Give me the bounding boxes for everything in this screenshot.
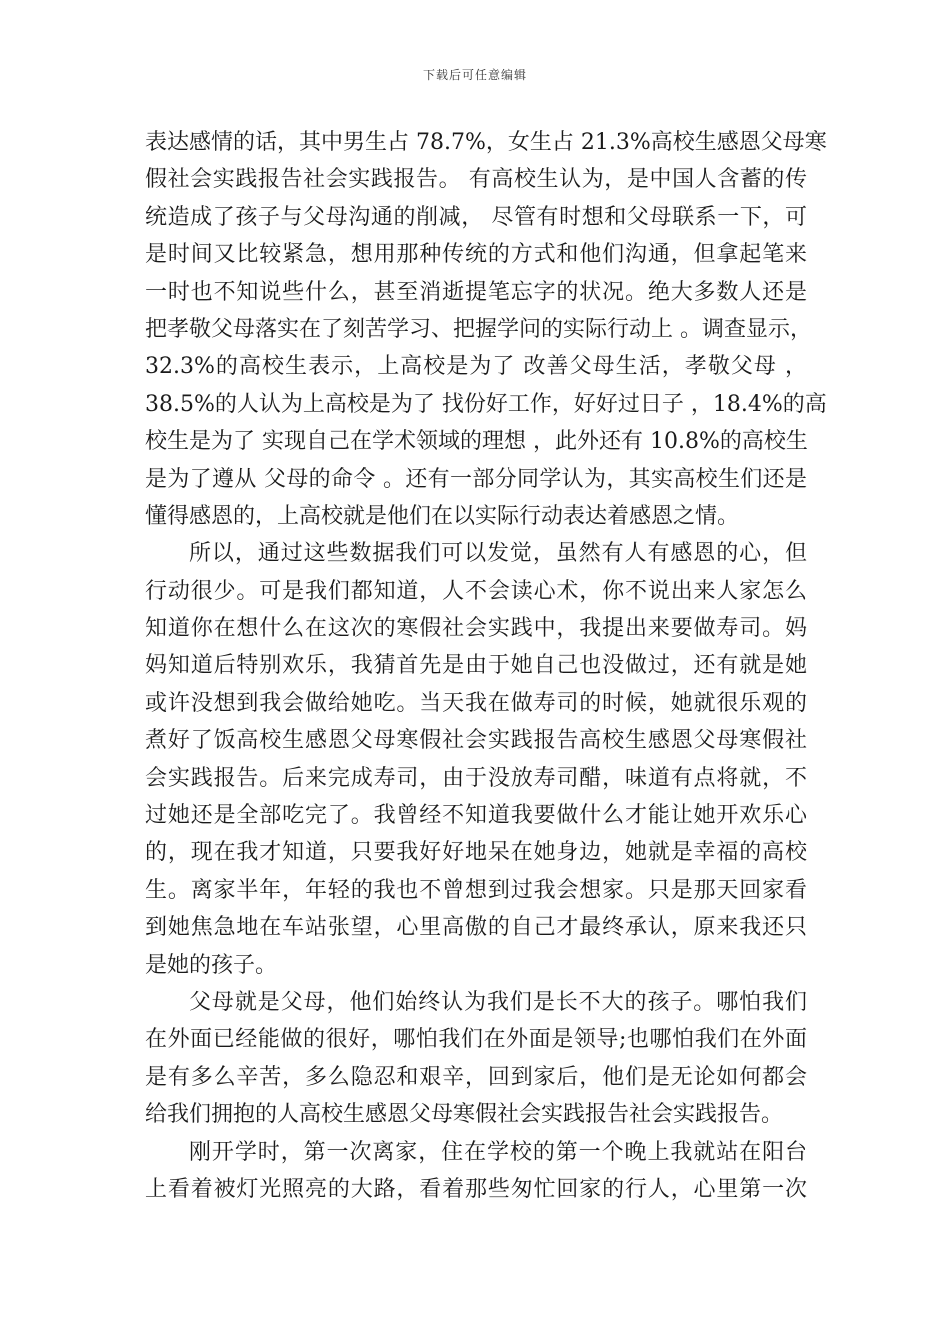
text-line: 是有多么辛苦，多么隐忍和艰辛，回到家后，他们是无论如何都会 — [145, 1064, 807, 1090]
text-line: 生。离家半年，年轻的我也不曾想到过我会想家。只是那天回家看 — [145, 877, 807, 903]
text-line: 38.5%的人认为上高校是为了 找份好工作，好好过日子 ，18.4%的高 — [145, 391, 827, 417]
text-line: 校生是为了 实现自己在学术领域的理想 ，此外还有 10.8%的高校生 — [145, 429, 808, 455]
text-line: 是时间又比较紧急，想用那种传统的方式和他们沟通，但拿起笔来 — [145, 242, 807, 268]
text-line: 的，现在我才知道，只要我好好地呆在她身边，她就是幸福的高校 — [145, 840, 807, 866]
text-line: 过她还是全部吃完了。我曾经不知道我要做什么才能让她开欢乐心 — [145, 803, 807, 829]
paragraph-start-line: 父母就是父母，他们始终认为我们是长不大的孩子。哪怕我们 — [189, 989, 807, 1015]
text-line: 到她焦急地在车站张望，心里高傲的自己才最终承认，原来我还只 — [145, 915, 807, 941]
text-line: 是她的孩子。 — [145, 952, 278, 978]
paragraph-start-line: 所以，通过这些数据我们可以发觉，虽然有人有感恩的心，但 — [189, 541, 807, 567]
page-header: 下载后可任意编辑 — [422, 68, 527, 82]
text-line: 表达感情的话，其中男生占 78.7%，女生占 21.3%高校生感恩父母寒 — [145, 130, 827, 155]
text-line: 给我们拥抱的人高校生感恩父母寒假社会实践报告社会实践报告。 — [145, 1102, 784, 1128]
text-line: 煮好了饭高校生感恩父母寒假社会实践报告高校生感恩父母寒假社 — [145, 728, 807, 754]
text-line: 在外面已经能做的很好，哪怕我们在外面是领导;也哪怕我们在外面 — [145, 1027, 807, 1053]
text-line: 妈知道后特别欢乐，我猜首先是由于她自己也没做过，还有就是她 — [145, 653, 807, 679]
text-line: 上看着被灯光照亮的大路，看着那些匆忙回家的行人，心里第一次 — [145, 1176, 807, 1202]
text-line: 一时也不知说些什么，甚至消逝提笔忘字的状况。绝大多数人还是 — [145, 279, 807, 305]
text-line: 是为了遵从 父母的命令 。还有一部分同学认为，其实高校生们还是 — [145, 466, 807, 492]
text-line: 统造成了孩子与父母沟通的削减， 尽管有时想和父母联系一下，可 — [145, 204, 807, 230]
text-line: 把孝敬父母落实在了刻苦学习、把握学问的实际行动上 。调查显示， — [145, 316, 812, 342]
body-text — [145, 124, 827, 1208]
text-line: 或许没想到我会做给她吃。当天我在做寿司的时候，她就很乐观的 — [145, 690, 807, 716]
text-line: 会实践报告。后来完成寿司，由于没放寿司醋，味道有点将就，不 — [145, 765, 807, 791]
text-line: 懂得感恩的，上高校就是他们在以实际行动表达着感恩之情。 — [145, 503, 740, 529]
text-line: 知道你在想什么在这次的寒假社会实践中，我提出来要做寿司。妈 — [145, 616, 807, 642]
text-line: 行动很少。可是我们都知道，人不会读心术，你不说出来人家怎么 — [145, 578, 807, 604]
text-line: 32.3%的高校生表示，上高校是为了 改善父母生活，孝敬父母 ， — [145, 354, 807, 380]
paragraph-start-line: 刚开学时，第一次离家，住在学校的第一个晚上我就站在阳台 — [189, 1139, 807, 1165]
text-line: 假社会实践报告社会实践报告。 有高校生认为，是中国人含蓄的传 — [145, 167, 807, 193]
